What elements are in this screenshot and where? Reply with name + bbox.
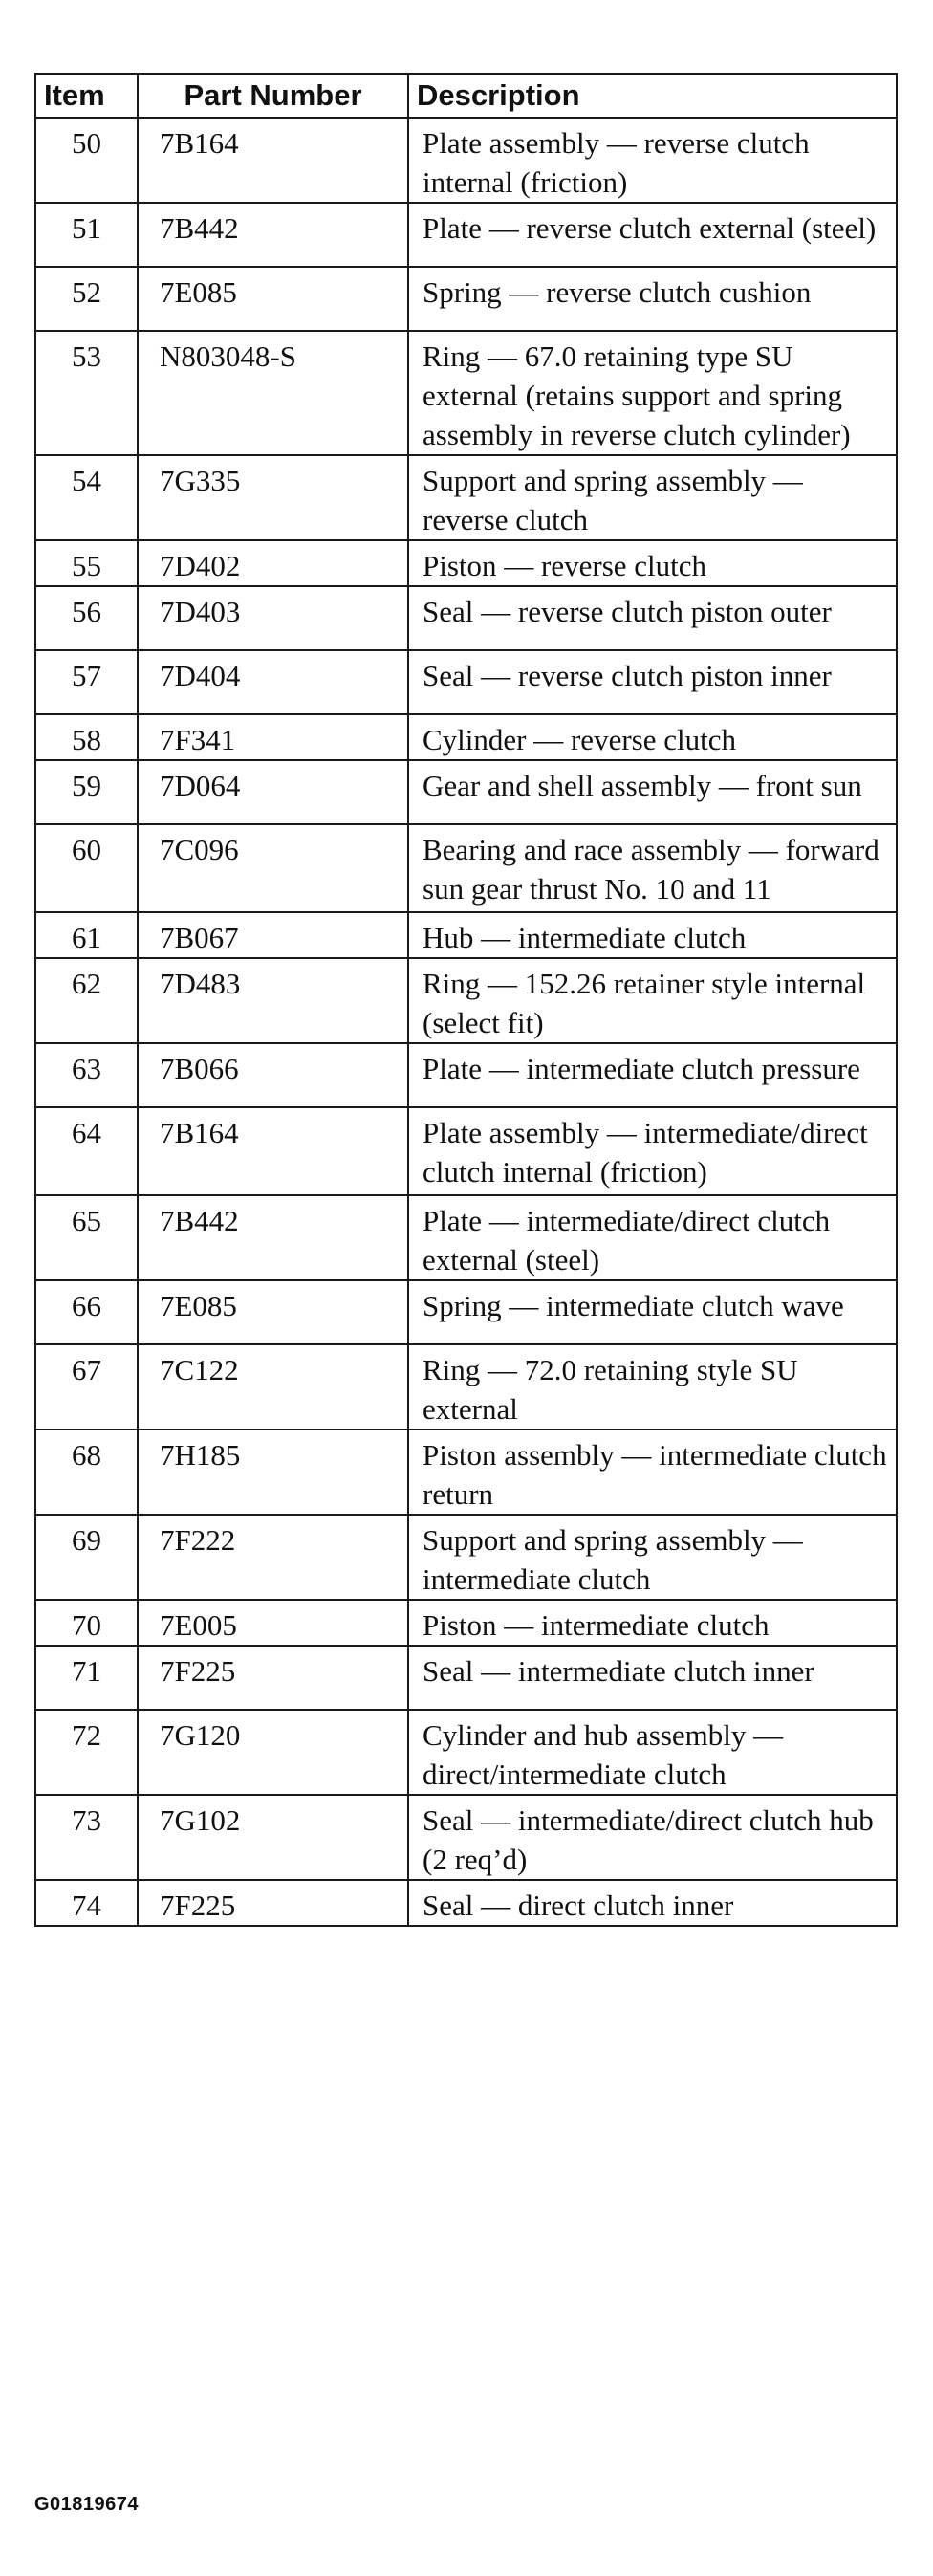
item-cell: 69 bbox=[35, 1515, 138, 1600]
part-number-cell: 7C122 bbox=[138, 1344, 408, 1430]
description-cell: Spring — intermediate clutch wave bbox=[408, 1280, 897, 1344]
table-row bbox=[35, 1600, 897, 1646]
table-row bbox=[35, 760, 897, 824]
description-cell: Ring — 72.0 retaining style SU external bbox=[408, 1344, 897, 1430]
description-cell: Cylinder and hub assembly — direct/intermediate clutch bbox=[408, 1710, 897, 1795]
description-cell: Seal — reverse clutch piston outer bbox=[408, 586, 897, 650]
table-row bbox=[35, 650, 897, 714]
item-cell: 74 bbox=[35, 1880, 138, 1926]
part-number-cell: 7D064 bbox=[138, 760, 408, 824]
table-row bbox=[35, 1710, 897, 1795]
item-cell: 51 bbox=[35, 203, 138, 267]
part-number-cell: 7G102 bbox=[138, 1795, 408, 1880]
item-cell: 67 bbox=[35, 1344, 138, 1430]
item-cell: 59 bbox=[35, 760, 138, 824]
part-number-cell: 7B067 bbox=[138, 912, 408, 958]
description-cell: Spring — reverse clutch cushion bbox=[408, 267, 897, 331]
item-cell: 73 bbox=[35, 1795, 138, 1880]
description-cell: Cylinder — reverse clutch bbox=[408, 714, 897, 760]
item-cell: 57 bbox=[35, 650, 138, 714]
table-row bbox=[35, 1043, 897, 1107]
item-cell: 53 bbox=[35, 331, 138, 455]
table-body bbox=[35, 118, 897, 1926]
table-row bbox=[35, 331, 897, 455]
table-row bbox=[35, 540, 897, 586]
part-number-cell: N803048-S bbox=[138, 331, 408, 455]
description-cell: Bearing and race assembly — forward sun gear thrust No. 10 and 11 bbox=[408, 824, 897, 912]
description-cell: Hub — intermediate clutch bbox=[408, 912, 897, 958]
item-cell: 64 bbox=[35, 1107, 138, 1195]
part-number-cell: 7B164 bbox=[138, 118, 408, 203]
item-cell: 55 bbox=[35, 540, 138, 586]
part-number-cell: 7F225 bbox=[138, 1646, 408, 1710]
part-number-cell: 7F341 bbox=[138, 714, 408, 760]
description-cell: Plate assembly — reverse clutch internal (friction) bbox=[408, 118, 897, 203]
item-cell: 60 bbox=[35, 824, 138, 912]
table-row bbox=[35, 455, 897, 540]
part-number-cell: 7F222 bbox=[138, 1515, 408, 1600]
part-number-cell: 7D403 bbox=[138, 586, 408, 650]
item-cell: 50 bbox=[35, 118, 138, 203]
description-cell: Piston — intermediate clutch bbox=[408, 1600, 897, 1646]
item-cell: 65 bbox=[35, 1195, 138, 1280]
item-cell: 66 bbox=[35, 1280, 138, 1344]
table-row bbox=[35, 958, 897, 1043]
parts-table bbox=[34, 73, 898, 1927]
part-number-cell: 7B066 bbox=[138, 1043, 408, 1107]
item-cell: 58 bbox=[35, 714, 138, 760]
table-row bbox=[35, 1795, 897, 1880]
table-row bbox=[35, 118, 897, 203]
description-cell: Piston assembly — intermediate clutch return bbox=[408, 1430, 897, 1515]
figure-code: G01819674 bbox=[34, 2494, 140, 2515]
table-row bbox=[35, 1344, 897, 1430]
description-cell: Plate — intermediate clutch pressure bbox=[408, 1043, 897, 1107]
item-cell: 56 bbox=[35, 586, 138, 650]
description-cell: Seal — reverse clutch piston inner bbox=[408, 650, 897, 714]
description-cell: Support and spring assembly — intermediate clutch bbox=[408, 1515, 897, 1600]
item-cell: 54 bbox=[35, 455, 138, 540]
table-row bbox=[35, 1646, 897, 1710]
part-number-cell: 7F225 bbox=[138, 1880, 408, 1926]
table-row bbox=[35, 1880, 897, 1926]
description-cell: Seal — intermediate clutch inner bbox=[408, 1646, 897, 1710]
item-cell: 71 bbox=[35, 1646, 138, 1710]
description-cell: Seal — intermediate/direct clutch hub (2 req’d) bbox=[408, 1795, 897, 1880]
column-header-item: Item bbox=[35, 74, 138, 118]
item-cell: 52 bbox=[35, 267, 138, 331]
part-number-cell: 7E085 bbox=[138, 1280, 408, 1344]
item-cell: 62 bbox=[35, 958, 138, 1043]
item-cell: 72 bbox=[35, 1710, 138, 1795]
part-number-cell: 7D483 bbox=[138, 958, 408, 1043]
parts-table-container bbox=[34, 73, 896, 1927]
column-header-part-number: Part Number bbox=[138, 74, 408, 118]
item-cell: 63 bbox=[35, 1043, 138, 1107]
table-row bbox=[35, 1280, 897, 1344]
item-cell: 61 bbox=[35, 912, 138, 958]
part-number-cell: 7E005 bbox=[138, 1600, 408, 1646]
description-cell: Gear and shell assembly — front sun bbox=[408, 760, 897, 824]
column-header-description: Description bbox=[408, 74, 897, 118]
table-row bbox=[35, 1430, 897, 1515]
description-cell: Plate — reverse clutch external (steel) bbox=[408, 203, 897, 267]
table-row bbox=[35, 1515, 897, 1600]
table-row bbox=[35, 824, 897, 912]
part-number-cell: 7B442 bbox=[138, 203, 408, 267]
description-cell: Ring — 152.26 retainer style internal (select fit) bbox=[408, 958, 897, 1043]
description-cell: Plate — intermediate/direct clutch external (steel) bbox=[408, 1195, 897, 1280]
part-number-cell: 7D402 bbox=[138, 540, 408, 586]
part-number-cell: 7G335 bbox=[138, 455, 408, 540]
part-number-cell: 7H185 bbox=[138, 1430, 408, 1515]
part-number-cell: 7D404 bbox=[138, 650, 408, 714]
table-row bbox=[35, 267, 897, 331]
description-cell: Seal — direct clutch inner bbox=[408, 1880, 897, 1926]
item-cell: 70 bbox=[35, 1600, 138, 1646]
part-number-cell: 7C096 bbox=[138, 824, 408, 912]
table-row bbox=[35, 586, 897, 650]
part-number-cell: 7E085 bbox=[138, 267, 408, 331]
part-number-cell: 7G120 bbox=[138, 1710, 408, 1795]
table-row bbox=[35, 912, 897, 958]
table-row bbox=[35, 714, 897, 760]
table-row bbox=[35, 1195, 897, 1280]
table-row bbox=[35, 203, 897, 267]
description-cell: Support and spring assembly — reverse clutch bbox=[408, 455, 897, 540]
part-number-cell: 7B164 bbox=[138, 1107, 408, 1195]
part-number-cell: 7B442 bbox=[138, 1195, 408, 1280]
description-cell: Piston — reverse clutch bbox=[408, 540, 897, 586]
table-row bbox=[35, 1107, 897, 1195]
table-header-row bbox=[35, 74, 897, 118]
item-cell: 68 bbox=[35, 1430, 138, 1515]
description-cell: Ring — 67.0 retaining type SU external (retains support and spring assembly in reverse clutch cylinder) bbox=[408, 331, 897, 455]
description-cell: Plate assembly — intermediate/direct clutch internal (friction) bbox=[408, 1107, 897, 1195]
